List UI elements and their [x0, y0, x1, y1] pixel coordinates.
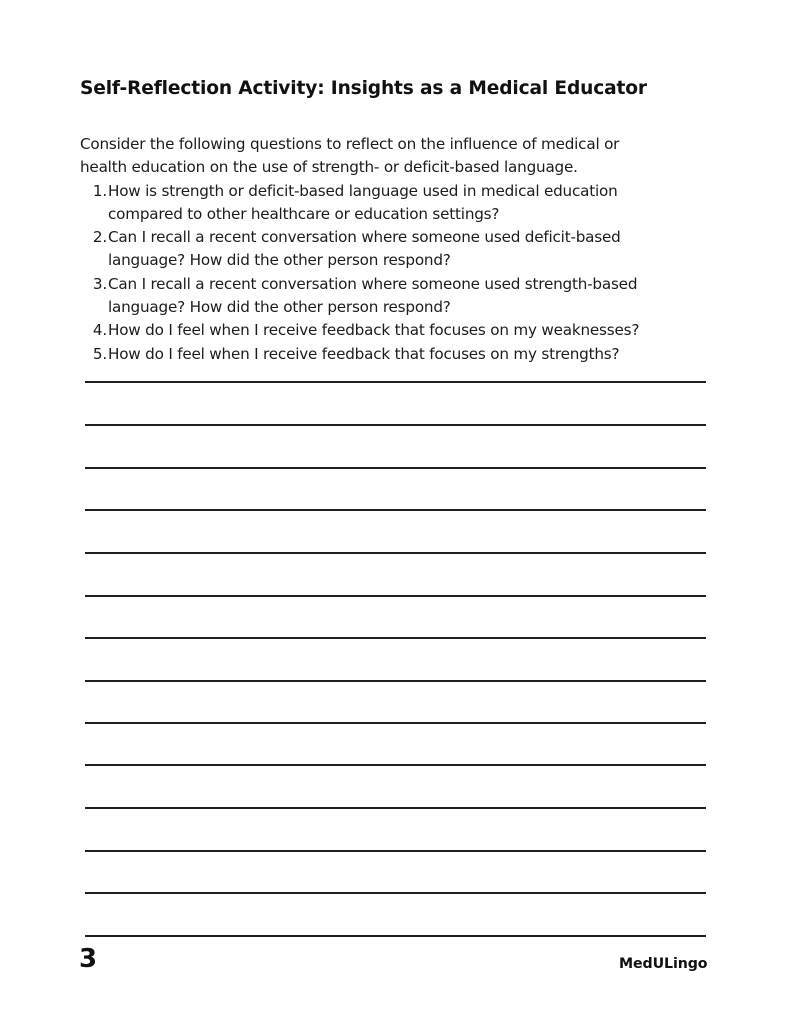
answer-line-5[interactable] [85, 552, 706, 554]
answer-line-2[interactable] [85, 424, 706, 426]
answer-line-10[interactable] [85, 764, 706, 766]
answer-line-9[interactable] [85, 722, 706, 724]
answer-line-6[interactable] [85, 595, 706, 597]
question-number: 2. [92, 228, 107, 247]
answer-line-3[interactable] [85, 467, 706, 469]
answer-line-7[interactable] [85, 637, 706, 639]
question-text-line: How do I feel when I receive feedback that focuses on my strengths? [108, 344, 620, 363]
answer-line-11[interactable] [85, 807, 706, 809]
answer-line-4[interactable] [85, 509, 706, 511]
question-text-line: language? How did the other person respond? [108, 298, 451, 317]
intro-line: Consider the following questions to reflect on the influence of medical or [80, 135, 620, 153]
intro-line: health education on the use of strength- or deficit-based language. [80, 158, 578, 177]
answer-line-13[interactable] [85, 892, 706, 894]
answer-line-12[interactable] [85, 850, 706, 852]
question-number: 5. [92, 344, 107, 363]
page-title: Self-Reflection Activity: Insights as a Medical Educator [80, 78, 647, 99]
answer-lines-area[interactable] [85, 0, 706, 1024]
question-text-line: Can I recall a recent conversation where someone used strength-based [108, 274, 638, 293]
answer-line-1[interactable] [85, 381, 706, 383]
question-text-line: How do I feel when I receive feedback that focuses on my weaknesses? [108, 321, 640, 340]
question-number: 4. [92, 321, 107, 340]
question-text-line: How is strength or deficit-based language used in medical education [108, 181, 618, 200]
question-text-line: language? How did the other person respond? [108, 251, 451, 270]
answer-line-14[interactable] [85, 935, 706, 937]
page-number: 3 [79, 944, 98, 974]
question-number: 1. [92, 181, 107, 200]
question-number: 3. [92, 274, 107, 293]
answer-line-8[interactable] [85, 680, 706, 682]
brand-logo-text: MedULingo [619, 956, 708, 972]
question-text-line: Can I recall a recent conversation where someone used deficit-based [108, 228, 621, 247]
question-text-line: compared to other healthcare or education settings? [108, 204, 500, 223]
